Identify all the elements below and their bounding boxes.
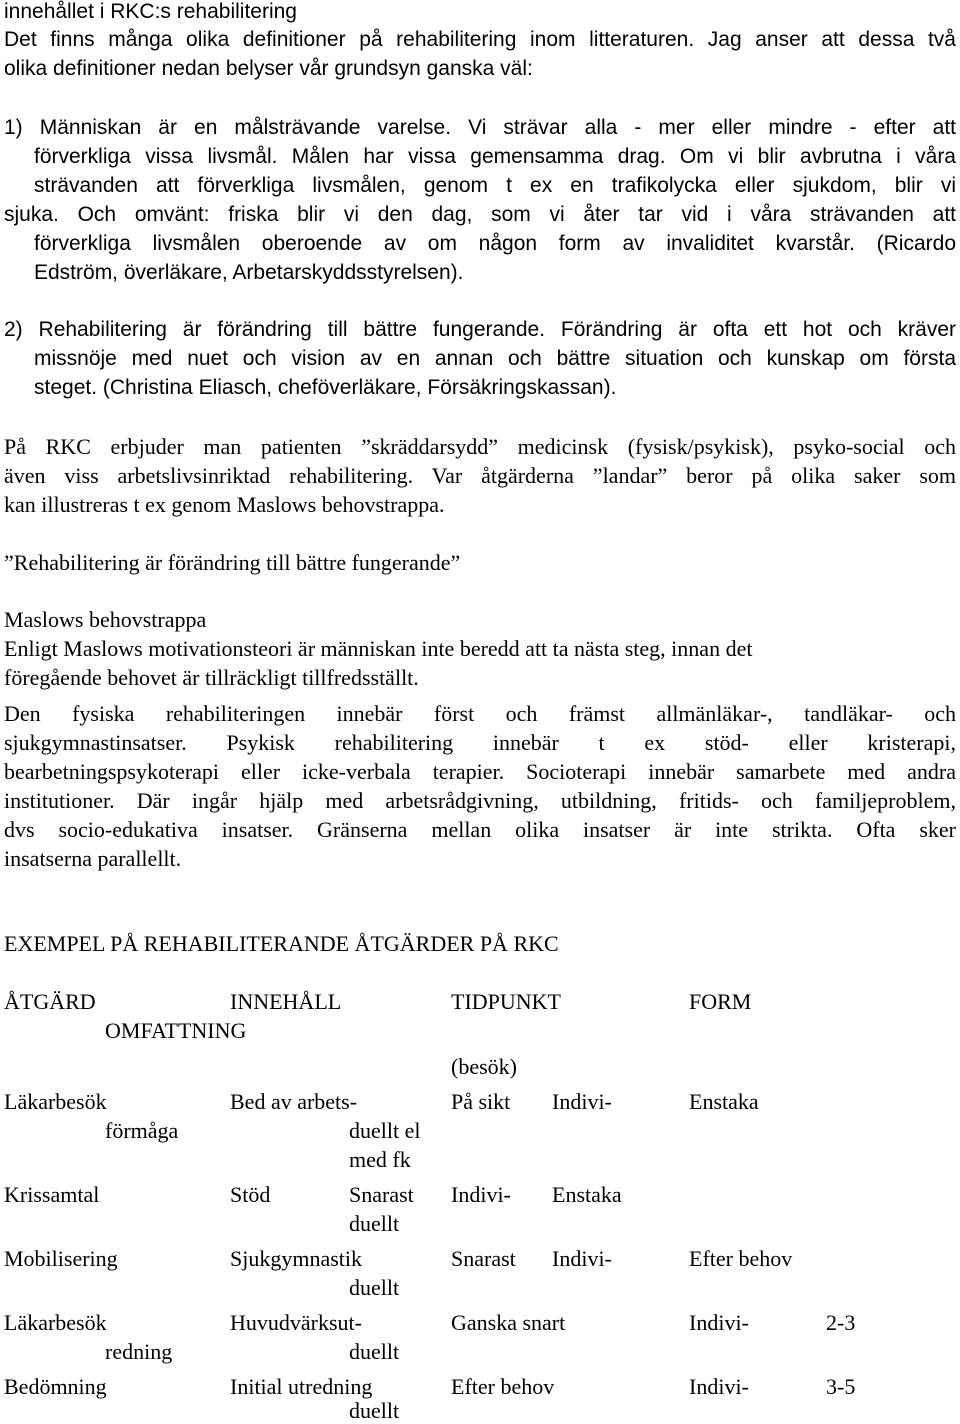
definition-1-line-5: förverkliga livsmålen oberoende av om någon form av invaliditet kvarstår. (Ricardo: [34, 232, 956, 255]
header-tidpunkt: TIDPUNKT: [451, 989, 561, 1014]
row-3-atgard: Mobilisering: [4, 1246, 118, 1271]
definition-1-line-3: strävanden att förverkliga livsmålen, genom t ex en trafikolycka eller sjukdom, blir vi: [34, 174, 956, 197]
rehab-paragraph-line-6: insatserna parallellt.: [4, 846, 182, 871]
row-4-atgard-cont: redning: [105, 1339, 173, 1364]
header-form: FORM: [689, 989, 752, 1014]
maslow-line-2: föregående behovet är tillräckligt tillfredsställt.: [4, 665, 419, 690]
header-innehall: INNEHÅLL: [230, 989, 342, 1014]
row-1-atgard-cont: förmåga: [105, 1118, 179, 1143]
row-2-form: Indivi-: [451, 1182, 511, 1207]
row-4-omfattning: 2-3: [826, 1310, 856, 1335]
rehab-paragraph-line-4: institutioner. Där ingår hjälp med arbetsrådgivning, utbildning, fritids- och familjeproblem,: [4, 788, 956, 813]
row-1-form: Indivi-: [552, 1089, 612, 1114]
definition-1-line-6: Edström, överläkare, Arbetarskyddsstyrelsen).: [34, 261, 464, 284]
row-5-form: Indivi-: [689, 1374, 749, 1399]
rehab-paragraph-line-3: bearbetningspsykoterapi eller icke-verbala terapier. Socioterapi innebär samarbete med andra: [4, 759, 956, 784]
definition-2-line-3: steget. (Christina Eliasch, cheföverläkare, Försäkringskassan).: [34, 376, 617, 399]
section-heading: innehållet i RKC:s rehabilitering: [4, 0, 297, 23]
rehab-paragraph-line-2: sjukgymnastinsatser. Psykisk rehabilitering innebär t ex stöd- eller kristerapi,: [4, 730, 956, 755]
examples-heading: EXEMPEL PÅ REHABILITERANDE ÅTGÄRDER PÅ RKC: [4, 931, 559, 956]
row-1-innehall: Bed av arbets-: [230, 1089, 358, 1114]
row-4-tidpunkt: Ganska snart: [451, 1310, 566, 1335]
quote: ”Rehabilitering är förändring till bättre fungerande”: [4, 550, 461, 575]
row-5-tidpunkt: Efter behov: [451, 1374, 555, 1399]
row-2-tidpunkt: Snarast: [349, 1182, 414, 1207]
rehab-paragraph-line-1: Den fysiska rehabiliteringen innebär först och främst allmänläkar-, tandläkar- och: [4, 701, 956, 726]
row-1-atgard: Läkarbesök: [4, 1089, 107, 1114]
row-1-tidpunkt: På sikt: [451, 1089, 511, 1114]
intro-line-1: Det finns många olika definitioner på rehabilitering inom litteraturen. Jag anser att dessa två: [4, 28, 956, 51]
row-4-form: Indivi-: [689, 1310, 749, 1335]
definition-2-line-2: missnöje med nuet och vision av en annan och bättre situation och kunskap om första: [34, 347, 956, 370]
row-1-omfattning: Enstaka: [689, 1089, 759, 1114]
row-4-cont: duellt: [349, 1339, 400, 1364]
row-4-innehall: Huvudvärksut-: [230, 1310, 362, 1335]
row-3-innehall: Sjukgymnastik: [230, 1246, 363, 1271]
intro-line-2: olika definitioner nedan belyser vår grundsyn ganska väl:: [4, 57, 533, 80]
row-3-tidpunkt: Snarast: [451, 1246, 516, 1271]
row-3-cont: duellt: [349, 1275, 400, 1300]
rehab-paragraph-line-5: dvs socio-edukativa insatser. Gränserna mellan olika insatser är inte strikta. Ofta sker: [4, 817, 956, 842]
row-1-form-cont-1: duellt el: [349, 1118, 421, 1143]
definition-2-line-1: 2) Rehabilitering är förändring till bättre fungerande. Förändring är ofta ett hot och kräver: [4, 318, 956, 341]
definition-1-line-1: 1) Människan är en målsträvande varelse. Vi strävar alla - mer eller mindre - efter att: [4, 116, 956, 139]
header-atgard: ÅTGÄRD: [4, 989, 96, 1014]
rkc-paragraph-line-2: även viss arbetslivsinriktad rehabilitering. Var åtgärderna ”landar” beror på olika saker som: [4, 463, 956, 488]
definition-1-line-2: förverkliga vissa livsmål. Målen har vissa gemensamma drag. Om vi blir avbrutna i våra: [34, 145, 956, 168]
row-5-atgard: Bedömning: [4, 1374, 107, 1399]
row-5-innehall: Initial utredning: [230, 1374, 373, 1399]
header-omfattning: OMFATTNING: [105, 1018, 247, 1043]
header-besok: (besök): [451, 1054, 517, 1079]
row-3-form: Indivi-: [552, 1246, 612, 1271]
row-2-omfattning: Enstaka: [552, 1182, 622, 1207]
row-1-form-cont-2: med fk: [349, 1147, 411, 1172]
rkc-paragraph-line-3: kan illustreras t ex genom Maslows behovstrappa.: [4, 492, 445, 517]
row-2-innehall: Stöd: [230, 1182, 271, 1207]
row-3-omfattning: Efter behov: [689, 1246, 793, 1271]
row-2-atgard: Krissamtal: [4, 1182, 100, 1207]
maslow-line-1: Enligt Maslows motivationsteori är människan inte beredd att ta nästa steg, innan det: [4, 636, 753, 661]
row-5-cont: duellt: [349, 1398, 400, 1423]
row-4-atgard: Läkarbesök: [4, 1310, 107, 1335]
row-5-omfattning: 3-5: [826, 1374, 856, 1399]
row-2-cont: duellt: [349, 1211, 400, 1236]
rkc-paragraph-line-1: På RKC erbjuder man patienten ”skräddarsydd” medicinsk (fysisk/psykisk), psyko-social och: [4, 434, 956, 459]
definition-1-line-4: sjuka. Och omvänt: friska blir vi den dag, som vi åter tar vid i våra strävanden att: [4, 203, 956, 226]
maslow-heading: Maslows behovstrappa: [4, 607, 207, 632]
